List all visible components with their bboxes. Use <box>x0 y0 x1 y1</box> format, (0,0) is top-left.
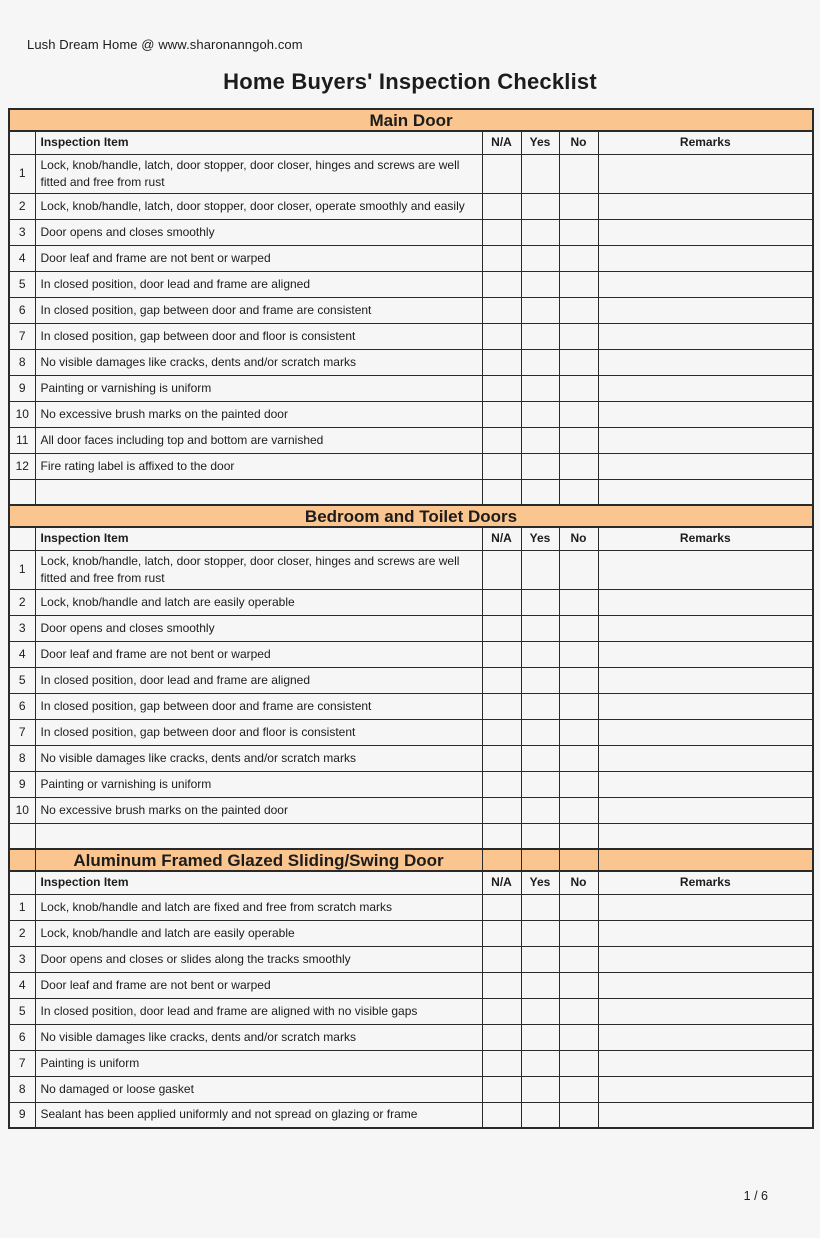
section-band-row <box>9 109 813 131</box>
no-cell <box>559 375 598 401</box>
yes-cell <box>521 219 559 245</box>
row-number: 8 <box>9 349 35 375</box>
remarks-cell <box>598 894 813 920</box>
inspection-item-text: Fire rating label is affixed to the door <box>35 453 482 479</box>
no-cell <box>559 998 598 1024</box>
yes-cell <box>521 745 559 771</box>
inspection-item-text: Lock, knob/handle and latch are easily operable <box>35 589 482 615</box>
na-cell <box>482 427 521 453</box>
remarks-cell <box>598 946 813 972</box>
table-row <box>9 693 813 719</box>
na-cell <box>482 797 521 823</box>
remarks-cell <box>598 589 813 615</box>
table-row <box>9 745 813 771</box>
no-cell <box>559 745 598 771</box>
site-note: Lush Dream Home @ www.sharonanngoh.com <box>27 37 303 52</box>
col-header-item: Inspection Item <box>35 871 482 894</box>
yes-cell <box>521 920 559 946</box>
band-remarks-cell <box>598 849 813 871</box>
remarks-cell <box>598 693 813 719</box>
column-header-row <box>9 131 813 154</box>
remarks-cell <box>598 375 813 401</box>
remarks-cell <box>598 349 813 375</box>
inspection-item-text: Sealant has been applied uniformly and not spread on glazing or frame <box>35 1102 482 1128</box>
remarks-cell <box>598 154 813 193</box>
inspection-item-text: Lock, knob/handle and latch are easily operable <box>35 920 482 946</box>
row-number: 2 <box>9 920 35 946</box>
table-row <box>9 641 813 667</box>
na-cell <box>482 375 521 401</box>
yes-cell <box>521 375 559 401</box>
no-cell <box>559 271 598 297</box>
yes-cell <box>521 1024 559 1050</box>
inspection-item-text: Lock, knob/handle and latch are fixed and free from scratch marks <box>35 894 482 920</box>
no-cell <box>559 154 598 193</box>
band-yes-cell <box>521 849 559 871</box>
table-row <box>9 972 813 998</box>
row-number: 1 <box>9 550 35 589</box>
table-row <box>9 245 813 271</box>
remarks-cell <box>598 1050 813 1076</box>
inspection-item-text: No excessive brush marks on the painted door <box>35 797 482 823</box>
yes-cell <box>521 349 559 375</box>
na-cell <box>482 719 521 745</box>
inspection-item-text: In closed position, door lead and frame are aligned with no visible gaps <box>35 998 482 1024</box>
yes-cell <box>521 797 559 823</box>
spacer-row <box>9 823 813 849</box>
no-cell <box>559 797 598 823</box>
row-number: 12 <box>9 453 35 479</box>
row-number: 6 <box>9 297 35 323</box>
inspection-item-text: Lock, knob/handle, latch, door stopper, door closer, hinges and screws are well fitted and free from rust <box>35 550 482 589</box>
yes-cell <box>521 245 559 271</box>
inspection-item-text: Painting is uniform <box>35 1050 482 1076</box>
yes-cell <box>521 453 559 479</box>
no-cell <box>559 1050 598 1076</box>
no-cell <box>559 615 598 641</box>
remarks-cell <box>598 1076 813 1102</box>
na-cell <box>482 1102 521 1128</box>
no-cell <box>559 323 598 349</box>
na-cell <box>482 401 521 427</box>
table-row <box>9 453 813 479</box>
inspection-item-text: Painting or varnishing is uniform <box>35 375 482 401</box>
no-cell <box>559 1076 598 1102</box>
no-cell <box>559 427 598 453</box>
row-number: 5 <box>9 271 35 297</box>
row-number: 4 <box>9 245 35 271</box>
no-cell <box>559 245 598 271</box>
yes-cell <box>521 401 559 427</box>
no-cell <box>559 771 598 797</box>
na-cell <box>482 745 521 771</box>
col-header-yes: Yes <box>521 871 559 894</box>
remarks-cell <box>598 427 813 453</box>
inspection-item-text: Door leaf and frame are not bent or warped <box>35 641 482 667</box>
remarks-cell <box>598 771 813 797</box>
inspection-item-text: Door leaf and frame are not bent or warped <box>35 972 482 998</box>
inspection-item-text: In closed position, door lead and frame are aligned <box>35 667 482 693</box>
no-cell <box>559 1102 598 1128</box>
col-header-blank <box>9 871 35 894</box>
inspection-item-text: No visible damages like cracks, dents and/or scratch marks <box>35 1024 482 1050</box>
inspection-item-text: No visible damages like cracks, dents and/or scratch marks <box>35 349 482 375</box>
na-cell <box>482 154 521 193</box>
no-cell <box>559 589 598 615</box>
row-number: 3 <box>9 946 35 972</box>
remarks-cell <box>598 271 813 297</box>
inspection-item-text: In closed position, gap between door and floor is consistent <box>35 719 482 745</box>
na-cell <box>482 615 521 641</box>
na-cell <box>482 297 521 323</box>
yes-cell <box>521 641 559 667</box>
yes-cell <box>521 427 559 453</box>
band-no-cell <box>559 849 598 871</box>
inspection-item-text: Lock, knob/handle, latch, door stopper, door closer, hinges and screws are well fitted and free from rust <box>35 154 482 193</box>
na-cell <box>482 589 521 615</box>
remarks-cell <box>598 920 813 946</box>
inspection-item-text: In closed position, door lead and frame are aligned <box>35 271 482 297</box>
na-cell <box>482 219 521 245</box>
na-cell <box>482 771 521 797</box>
no-cell <box>559 719 598 745</box>
yes-cell <box>521 589 559 615</box>
table-row <box>9 1102 813 1128</box>
row-number: 7 <box>9 323 35 349</box>
table-row <box>9 349 813 375</box>
no-cell <box>559 219 598 245</box>
col-header-no: No <box>559 871 598 894</box>
no-cell <box>559 1024 598 1050</box>
row-number: 8 <box>9 1076 35 1102</box>
table-row <box>9 589 813 615</box>
col-header-item: Inspection Item <box>35 527 482 550</box>
col-header-item: Inspection Item <box>35 131 482 154</box>
na-cell <box>482 946 521 972</box>
row-number: 7 <box>9 719 35 745</box>
row-number: 9 <box>9 771 35 797</box>
spacer-row <box>9 479 813 505</box>
col-header-remarks: Remarks <box>598 871 813 894</box>
inspection-item-text: In closed position, gap between door and frame are consistent <box>35 693 482 719</box>
checklist-section <box>9 109 813 505</box>
remarks-cell <box>598 998 813 1024</box>
na-cell <box>482 245 521 271</box>
inspection-item-text: Door opens and closes smoothly <box>35 615 482 641</box>
col-header-na: N/A <box>482 871 521 894</box>
no-cell <box>559 693 598 719</box>
row-number: 3 <box>9 615 35 641</box>
column-header-row <box>9 871 813 894</box>
table-row <box>9 193 813 219</box>
na-cell <box>482 1050 521 1076</box>
yes-cell <box>521 1102 559 1128</box>
yes-cell <box>521 615 559 641</box>
table-row <box>9 920 813 946</box>
yes-cell <box>521 667 559 693</box>
table-row <box>9 271 813 297</box>
section-band-row <box>9 505 813 527</box>
row-number: 10 <box>9 797 35 823</box>
remarks-cell <box>598 972 813 998</box>
row-number: 4 <box>9 972 35 998</box>
section-band-row <box>9 849 813 871</box>
col-header-blank <box>9 131 35 154</box>
table-row <box>9 894 813 920</box>
na-cell <box>482 271 521 297</box>
no-cell <box>559 920 598 946</box>
no-cell <box>559 667 598 693</box>
remarks-cell <box>598 615 813 641</box>
yes-cell <box>521 154 559 193</box>
inspection-item-text: Door leaf and frame are not bent or warped <box>35 245 482 271</box>
no-cell <box>559 453 598 479</box>
remarks-cell <box>598 1024 813 1050</box>
table-row <box>9 667 813 693</box>
yes-cell <box>521 271 559 297</box>
inspection-item-text: All door faces including top and bottom are varnished <box>35 427 482 453</box>
table-row <box>9 550 813 589</box>
page-number: 1 / 6 <box>743 1189 768 1203</box>
na-cell <box>482 323 521 349</box>
no-cell <box>559 972 598 998</box>
na-cell <box>482 1076 521 1102</box>
row-number: 8 <box>9 745 35 771</box>
table-row <box>9 375 813 401</box>
no-cell <box>559 641 598 667</box>
col-header-blank <box>9 527 35 550</box>
table-row <box>9 1024 813 1050</box>
table-row <box>9 615 813 641</box>
row-number: 5 <box>9 998 35 1024</box>
yes-cell <box>521 998 559 1024</box>
yes-cell <box>521 894 559 920</box>
row-number: 9 <box>9 1102 35 1128</box>
remarks-cell <box>598 323 813 349</box>
col-header-no: No <box>559 527 598 550</box>
table-row <box>9 998 813 1024</box>
band-number-cell <box>9 849 35 871</box>
remarks-cell <box>598 245 813 271</box>
table-row <box>9 797 813 823</box>
remarks-cell <box>598 641 813 667</box>
col-header-yes: Yes <box>521 527 559 550</box>
row-number: 7 <box>9 1050 35 1076</box>
na-cell <box>482 972 521 998</box>
na-cell <box>482 1024 521 1050</box>
na-cell <box>482 550 521 589</box>
row-number: 1 <box>9 894 35 920</box>
checklist-section <box>9 849 813 1128</box>
na-cell <box>482 641 521 667</box>
page-title: Home Buyers' Inspection Checklist <box>223 69 597 94</box>
remarks-cell <box>598 719 813 745</box>
no-cell <box>559 946 598 972</box>
row-number: 6 <box>9 693 35 719</box>
na-cell <box>482 894 521 920</box>
row-number: 3 <box>9 219 35 245</box>
na-cell <box>482 193 521 219</box>
inspection-item-text: Door opens and closes or slides along the tracks smoothly <box>35 946 482 972</box>
row-number: 10 <box>9 401 35 427</box>
inspection-item-text: No visible damages like cracks, dents and/or scratch marks <box>35 745 482 771</box>
na-cell <box>482 349 521 375</box>
remarks-cell <box>598 219 813 245</box>
row-number: 4 <box>9 641 35 667</box>
no-cell <box>559 894 598 920</box>
row-number: 6 <box>9 1024 35 1050</box>
table-row <box>9 154 813 193</box>
table-row <box>9 323 813 349</box>
col-header-no: No <box>559 131 598 154</box>
row-number: 5 <box>9 667 35 693</box>
remarks-cell <box>598 550 813 589</box>
table-row <box>9 771 813 797</box>
table-row <box>9 427 813 453</box>
row-number: 1 <box>9 154 35 193</box>
row-number: 11 <box>9 427 35 453</box>
section-band-title: Bedroom and Toilet Doors <box>9 505 813 527</box>
inspection-item-text: Lock, knob/handle, latch, door stopper, door closer, operate smoothly and easily <box>35 193 482 219</box>
table-row <box>9 219 813 245</box>
yes-cell <box>521 946 559 972</box>
no-cell <box>559 401 598 427</box>
band-na-cell <box>482 849 521 871</box>
column-header-row <box>9 527 813 550</box>
section-band-title: Aluminum Framed Glazed Sliding/Swing Door <box>35 849 482 871</box>
inspection-item-text: Door opens and closes smoothly <box>35 219 482 245</box>
yes-cell <box>521 972 559 998</box>
remarks-cell <box>598 797 813 823</box>
no-cell <box>559 297 598 323</box>
col-header-remarks: Remarks <box>598 527 813 550</box>
yes-cell <box>521 297 559 323</box>
table-row <box>9 1076 813 1102</box>
yes-cell <box>521 1076 559 1102</box>
col-header-yes: Yes <box>521 131 559 154</box>
table-row <box>9 719 813 745</box>
table-row <box>9 1050 813 1076</box>
remarks-cell <box>598 667 813 693</box>
checklist-section <box>9 505 813 849</box>
table-row <box>9 297 813 323</box>
na-cell <box>482 453 521 479</box>
col-header-remarks: Remarks <box>598 131 813 154</box>
inspection-item-text: No excessive brush marks on the painted door <box>35 401 482 427</box>
remarks-cell <box>598 193 813 219</box>
row-number: 9 <box>9 375 35 401</box>
no-cell <box>559 550 598 589</box>
inspection-item-text: In closed position, gap between door and floor is consistent <box>35 323 482 349</box>
no-cell <box>559 193 598 219</box>
yes-cell <box>521 719 559 745</box>
inspection-table <box>8 108 814 1129</box>
table-row <box>9 946 813 972</box>
row-number: 2 <box>9 193 35 219</box>
yes-cell <box>521 693 559 719</box>
na-cell <box>482 998 521 1024</box>
col-header-na: N/A <box>482 527 521 550</box>
yes-cell <box>521 1050 559 1076</box>
na-cell <box>482 920 521 946</box>
na-cell <box>482 667 521 693</box>
remarks-cell <box>598 1102 813 1128</box>
yes-cell <box>521 771 559 797</box>
yes-cell <box>521 193 559 219</box>
table-row <box>9 401 813 427</box>
section-band-title: Main Door <box>9 109 813 131</box>
yes-cell <box>521 323 559 349</box>
remarks-cell <box>598 297 813 323</box>
inspection-item-text: No damaged or loose gasket <box>35 1076 482 1102</box>
col-header-na: N/A <box>482 131 521 154</box>
yes-cell <box>521 550 559 589</box>
na-cell <box>482 693 521 719</box>
inspection-item-text: In closed position, gap between door and frame are consistent <box>35 297 482 323</box>
no-cell <box>559 349 598 375</box>
remarks-cell <box>598 453 813 479</box>
inspection-item-text: Painting or varnishing is uniform <box>35 771 482 797</box>
remarks-cell <box>598 745 813 771</box>
row-number: 2 <box>9 589 35 615</box>
remarks-cell <box>598 401 813 427</box>
